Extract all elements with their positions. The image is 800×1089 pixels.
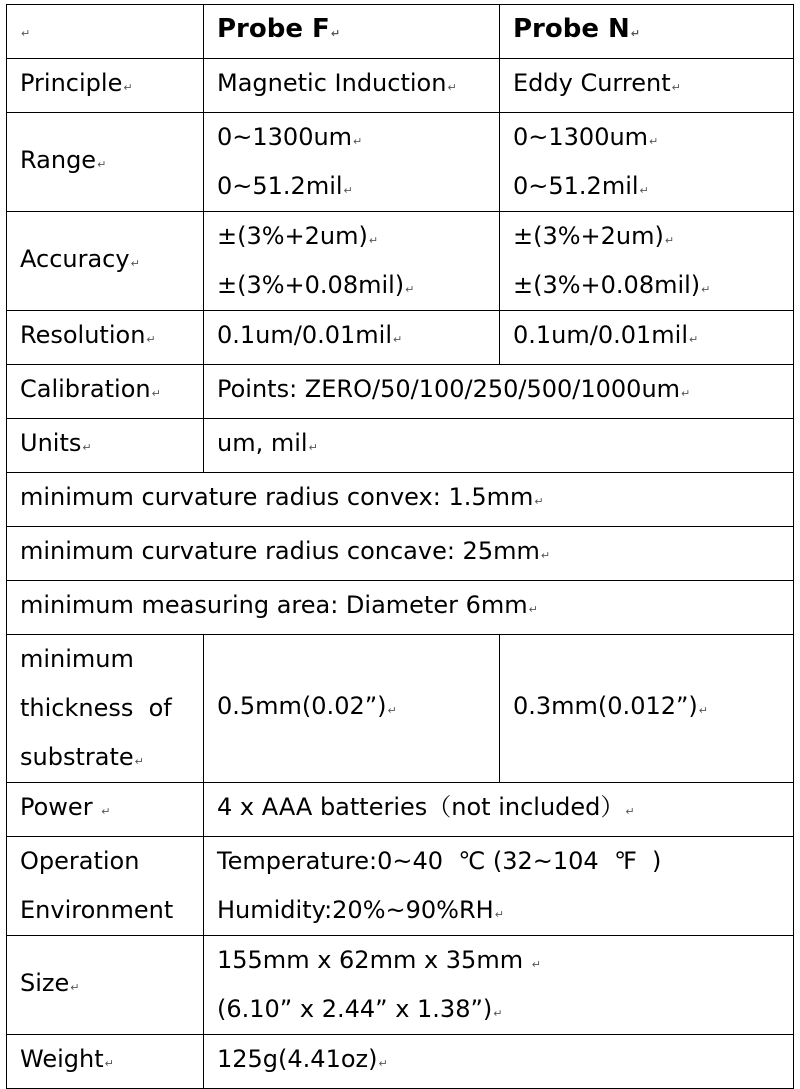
substrate-row	[7, 635, 794, 783]
units-label	[7, 419, 204, 473]
convex-row	[7, 473, 794, 527]
range-probe-f-um: 0~1300um	[217, 123, 353, 151]
calibration-label-text: Calibration	[20, 375, 151, 403]
range-label-text: Range	[20, 145, 97, 174]
paragraph-mark: ↵	[664, 234, 675, 247]
paragraph-mark: ↵	[308, 441, 318, 454]
size-imperial-wrap	[217, 985, 793, 1034]
paragraph-mark: ↵	[353, 135, 363, 148]
resolution-probe-n	[500, 311, 794, 365]
paragraph-mark: ↵	[343, 184, 353, 197]
accuracy-probe-f	[204, 212, 500, 311]
environment-label-line-2: Environment	[20, 896, 174, 924]
power-label-text: Power	[20, 793, 93, 821]
paragraph-mark: ↵	[671, 81, 681, 94]
calibration-value	[204, 365, 794, 419]
weight-value-text: 125g(4.41oz)	[217, 1045, 378, 1073]
environment-humidity: Humidity:20%~90%RH	[217, 896, 494, 924]
principle-probe-n-text: Eddy Current	[513, 69, 671, 97]
resolution-probe-f	[204, 311, 500, 365]
paragraph-mark: ↵	[387, 704, 397, 717]
accuracy-probe-n-um: ±(3%+2um)	[513, 222, 664, 250]
size-value	[204, 936, 794, 1035]
substrate-label-line-2: thickness of	[20, 694, 172, 722]
range-probe-n-mil: 0~51.2mil	[513, 172, 639, 200]
range-probe-f-mil: 0~51.2mil	[217, 172, 343, 200]
paragraph-mark: ↵	[639, 184, 649, 197]
range-probe-f-line-2	[217, 162, 499, 211]
probe-f-header	[204, 5, 500, 59]
paragraph-mark: ↵	[625, 805, 635, 818]
resolution-label-text: Resolution	[20, 321, 146, 349]
accuracy-probe-n	[500, 212, 794, 311]
paragraph-mark: ↵	[649, 135, 659, 148]
paragraph-mark: ↵	[70, 980, 80, 994]
paragraph-mark: ↵	[681, 387, 691, 400]
paragraph-mark: ↵	[134, 755, 144, 768]
specification-table	[6, 4, 794, 1089]
environment-label-line-1: Operation	[20, 847, 140, 875]
paragraph-mark: ↵	[393, 333, 403, 346]
measuring-area-value-text: minimum measuring area: Diameter 6mm	[20, 591, 528, 619]
convex-value	[7, 473, 794, 527]
paragraph-mark: ↵	[531, 958, 541, 971]
resolution-probe-f-text: 0.1um/0.01mil	[217, 321, 392, 349]
paragraph-mark: ↵	[405, 283, 415, 296]
paragraph-mark: ↵	[493, 1007, 503, 1020]
environment-humidity-wrap	[217, 886, 793, 935]
paragraph-mark: ↵	[101, 805, 111, 818]
substrate-probe-f	[204, 635, 500, 783]
power-row	[7, 783, 794, 837]
power-label	[7, 783, 204, 837]
range-probe-f	[204, 113, 500, 212]
probe-f-label: Probe F	[217, 14, 330, 44]
environment-temperature: Temperature:0~40 ℃ (32~104 ℉ )	[217, 847, 662, 875]
substrate-probe-f-text: 0.5mm(0.02”)	[217, 692, 387, 720]
weight-value	[204, 1035, 794, 1089]
calibration-label	[7, 365, 204, 419]
header-row	[7, 5, 794, 59]
paragraph-mark: ↵	[528, 603, 538, 616]
principle-probe-f-text: Magnetic Induction	[217, 69, 447, 97]
convex-value-text: minimum curvature radius convex: 1.5mm	[20, 483, 534, 511]
paragraph-mark: ↵	[130, 256, 140, 270]
calibration-row	[7, 365, 794, 419]
size-label	[7, 936, 204, 1035]
paragraph-mark: ↵	[368, 234, 379, 247]
paragraph-mark: ↵	[330, 27, 341, 40]
probe-n-label: Probe N	[513, 14, 630, 44]
substrate-label	[7, 635, 204, 783]
environment-value	[204, 837, 794, 936]
concave-value	[7, 527, 794, 581]
accuracy-row	[7, 212, 794, 311]
paragraph-mark: ↵	[21, 27, 31, 40]
environment-label	[7, 837, 204, 936]
paragraph-mark: ↵	[630, 27, 641, 40]
weight-row	[7, 1035, 794, 1089]
range-row	[7, 113, 794, 212]
size-row	[7, 936, 794, 1035]
substrate-label-line-1: minimum	[20, 645, 134, 673]
accuracy-label	[7, 212, 204, 311]
accuracy-label-text: Accuracy	[20, 244, 130, 273]
concave-value-text: minimum curvature radius concave: 25mm	[20, 537, 540, 565]
weight-label-text: Weight	[20, 1045, 104, 1073]
principle-probe-n	[500, 59, 794, 113]
range-probe-n-um: 0~1300um	[513, 123, 649, 151]
range-probe-n-line-2	[513, 162, 793, 211]
paragraph-mark: ↵	[123, 81, 133, 94]
paragraph-mark: ↵	[378, 1057, 388, 1070]
power-value-text: 4 x AAA batteries（not included）	[217, 793, 625, 821]
substrate-label-line-3-wrap	[20, 733, 203, 782]
substrate-probe-n	[500, 635, 794, 783]
probe-n-header	[500, 5, 794, 59]
principle-label-text: Principle	[20, 69, 123, 97]
paragraph-mark: ↵	[97, 157, 107, 171]
resolution-row	[7, 311, 794, 365]
range-probe-n	[500, 113, 794, 212]
paragraph-mark: ↵	[151, 387, 161, 400]
substrate-label-line-3: substrate	[20, 743, 134, 771]
size-metric-wrap	[217, 936, 793, 985]
principle-label	[7, 59, 204, 113]
size-label-text: Size	[20, 968, 70, 997]
calibration-value-text: Points: ZERO/50/100/250/500/1000um	[217, 375, 681, 403]
paragraph-mark: ↵	[698, 704, 709, 717]
principle-probe-f	[204, 59, 500, 113]
paragraph-mark: ↵	[534, 495, 544, 508]
range-probe-f-line-1	[217, 113, 499, 162]
accuracy-probe-n-line-2	[513, 261, 793, 310]
units-value	[204, 419, 794, 473]
substrate-probe-n-text: 0.3mm(0.012”)	[513, 692, 698, 720]
paragraph-mark: ↵	[701, 283, 711, 296]
concave-row	[7, 527, 794, 581]
range-label	[7, 113, 204, 212]
accuracy-probe-n-line-1	[513, 212, 793, 261]
paragraph-mark: ↵	[447, 81, 457, 94]
principle-row	[7, 59, 794, 113]
units-row	[7, 419, 794, 473]
paragraph-mark: ↵	[146, 333, 156, 346]
size-metric: 155mm x 62mm x 35mm	[217, 946, 524, 974]
paragraph-mark: ↵	[540, 549, 551, 562]
units-label-text: Units	[20, 429, 82, 457]
header-corner-cell	[7, 5, 204, 59]
resolution-label	[7, 311, 204, 365]
measuring-area-row	[7, 581, 794, 635]
paragraph-mark: ↵	[494, 908, 504, 921]
measuring-area-value	[7, 581, 794, 635]
accuracy-probe-f-mil: ±(3%+0.08mil)	[217, 271, 405, 299]
size-imperial: (6.10” x 2.44” x 1.38”)	[217, 995, 493, 1023]
paragraph-mark: ↵	[689, 333, 699, 346]
paragraph-mark: ↵	[104, 1057, 114, 1070]
environment-row	[7, 837, 794, 936]
paragraph-mark: ↵	[82, 441, 92, 454]
accuracy-probe-f-line-2	[217, 261, 499, 310]
units-value-text: um, mil	[217, 429, 308, 457]
accuracy-probe-f-um: ±(3%+2um)	[217, 222, 368, 250]
weight-label	[7, 1035, 204, 1089]
range-probe-n-line-1	[513, 113, 793, 162]
accuracy-probe-f-line-1	[217, 212, 499, 261]
accuracy-probe-n-mil: ±(3%+0.08mil)	[513, 271, 701, 299]
power-value	[204, 783, 794, 837]
resolution-probe-n-text: 0.1um/0.01mil	[513, 321, 688, 349]
